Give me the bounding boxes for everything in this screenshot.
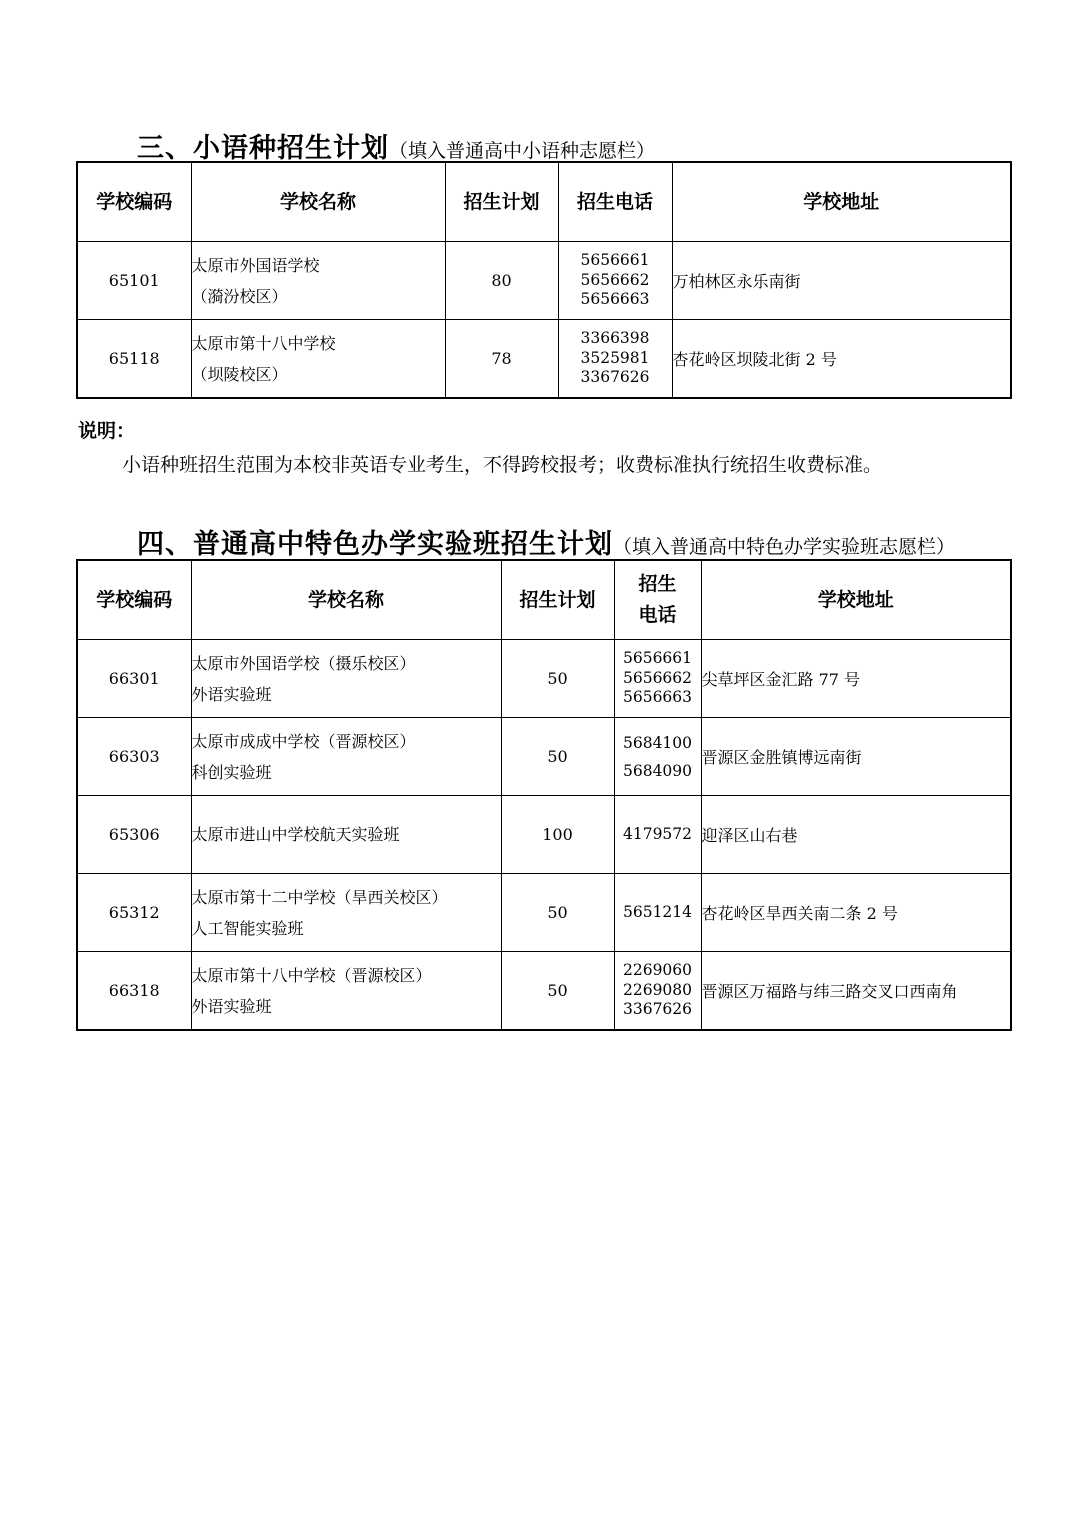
section4-title: 四、普通高中特色办学实验班招生计划 (137, 529, 613, 560)
phone-number: 3367626 (580, 368, 650, 387)
table-header-row (77, 162, 1011, 242)
phone-numbers (614, 796, 701, 874)
phone-number: 5651214 (622, 902, 693, 921)
header-phone (614, 560, 701, 640)
school-code: 65306 (77, 796, 191, 874)
phone-numbers (614, 874, 701, 952)
school-name (191, 242, 445, 320)
header-phone-line: 招生 (638, 573, 677, 595)
section3-table (76, 161, 1012, 399)
school-address: 晋源区金胜镇博远南街 (701, 718, 1011, 796)
header-address: 学校地址 (672, 162, 1011, 242)
phone-number: 5684100 (622, 733, 693, 752)
phone-numbers (614, 640, 701, 718)
phone-numbers (558, 242, 672, 320)
header-address: 学校地址 (701, 560, 1011, 640)
phone-number: 5656663 (580, 290, 650, 309)
school-name-line: 太原市外国语学校（摄乐校区） (191, 653, 416, 673)
phone-number: 3525981 (580, 348, 650, 367)
school-name-line: 太原市进山中学校航天实验班 (191, 825, 400, 844)
school-address: 杏花岭区旱西关南二条 2 号 (701, 874, 1011, 952)
table-row (77, 718, 1011, 796)
section3-title: 三、小语种招生计划 (137, 133, 389, 164)
school-name-line: （漪汾校区） (191, 286, 288, 306)
phone-numbers (614, 718, 701, 796)
enrollment-plan: 80 (445, 242, 558, 320)
table-row (77, 952, 1011, 1031)
school-address: 万柏林区永乐南街 (672, 242, 1011, 320)
phone-numbers (558, 320, 672, 399)
school-address: 迎泽区山右巷 (701, 796, 1011, 874)
section4-heading (137, 522, 955, 561)
school-name (191, 874, 501, 952)
enrollment-plan: 100 (501, 796, 614, 874)
header-phone-line: 电话 (638, 604, 677, 626)
header-school-code: 学校编码 (77, 560, 191, 640)
school-name (191, 796, 501, 874)
school-name-line: 太原市外国语学校 (191, 255, 320, 275)
table-row (77, 242, 1011, 320)
enrollment-plan: 50 (501, 718, 614, 796)
phone-number: 3367626 (622, 1000, 693, 1019)
phone-number: 5656662 (580, 270, 650, 289)
school-code: 65101 (77, 242, 191, 320)
note-label: 说明： (78, 420, 136, 442)
school-address: 尖草坪区金汇路 77 号 (701, 640, 1011, 718)
school-code: 65312 (77, 874, 191, 952)
table-row (77, 874, 1011, 952)
phone-number: 2269060 (622, 961, 693, 980)
header-school-code: 学校编码 (77, 162, 191, 242)
table-row (77, 320, 1011, 399)
school-name-line: 人工智能实验班 (191, 918, 304, 938)
phone-numbers (614, 952, 701, 1031)
school-name-line: 外语实验班 (191, 996, 272, 1016)
school-name-line: 太原市成成中学校（晋源校区） (191, 731, 416, 751)
header-school-name: 学校名称 (191, 162, 445, 242)
table-row (77, 640, 1011, 718)
table-header-row (77, 560, 1011, 640)
enrollment-plan: 50 (501, 952, 614, 1031)
section3-subtitle: （填入普通高中小语种志愿栏） (389, 140, 656, 162)
school-name (191, 640, 501, 718)
school-address: 杏花岭区坝陵北街 2 号 (672, 320, 1011, 399)
school-name (191, 718, 501, 796)
school-name-line: 太原市第十二中学校（旱西关校区） (191, 887, 448, 907)
phone-number: 5656661 (580, 251, 650, 270)
phone-number: 2269080 (622, 980, 693, 999)
phone-number: 5656661 (622, 649, 693, 668)
header-enrollment-plan: 招生计划 (501, 560, 614, 640)
section4-subtitle: （填入普通高中特色办学实验班志愿栏） (613, 536, 956, 558)
school-code: 66303 (77, 718, 191, 796)
header-phone: 招生电话 (558, 162, 672, 242)
school-name-line: 科创实验班 (191, 762, 272, 782)
note-text: 小语种班招生范围为本校非英语专业考生，不得跨校报考；收费标准执行统招生收费标准。 (122, 454, 883, 476)
school-name-line: 太原市第十八中学校（晋源校区） (191, 965, 432, 985)
school-name (191, 320, 445, 399)
phone-number: 3366398 (580, 329, 650, 348)
phone-number: 4179572 (622, 824, 693, 843)
phone-number: 5684090 (622, 761, 693, 780)
school-name-line: 太原市第十八中学校 (191, 333, 336, 353)
school-code: 66301 (77, 640, 191, 718)
phone-number: 5656662 (622, 668, 693, 687)
enrollment-plan: 50 (501, 874, 614, 952)
header-enrollment-plan: 招生计划 (445, 162, 558, 242)
school-code: 66318 (77, 952, 191, 1031)
section4-table (76, 559, 1012, 1031)
school-name (191, 952, 501, 1031)
school-name-line: （坝陵校区） (191, 364, 288, 384)
section3-heading (137, 126, 655, 165)
school-code: 65118 (77, 320, 191, 399)
school-name-line: 外语实验班 (191, 684, 272, 704)
enrollment-plan: 50 (501, 640, 614, 718)
school-address: 晋源区万福路与纬三路交叉口西南角 (701, 952, 1011, 1031)
phone-number: 5656663 (622, 688, 693, 707)
table-row (77, 796, 1011, 874)
header-school-name: 学校名称 (191, 560, 501, 640)
enrollment-plan: 78 (445, 320, 558, 399)
